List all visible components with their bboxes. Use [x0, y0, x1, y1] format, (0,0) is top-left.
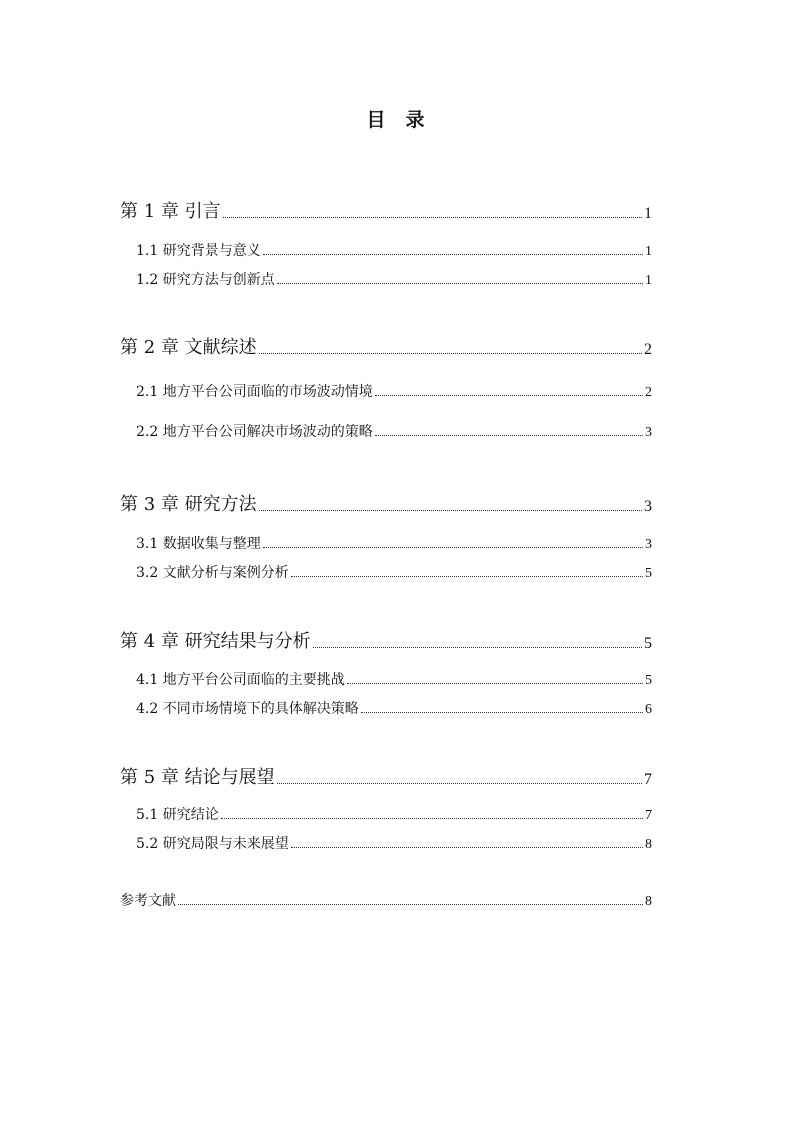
toc-page-number: 1: [645, 244, 652, 259]
title-char-2: 录: [405, 109, 427, 131]
toc-page-number: 1: [645, 273, 652, 288]
toc-label: 第 3 章 研究方法: [120, 494, 257, 515]
toc-section-4-2[interactable]: [0, 698, 793, 718]
page-title: [0, 105, 793, 132]
toc-label: 第 4 章 研究结果与分析: [120, 631, 311, 652]
dot-leader: [277, 783, 642, 784]
toc-label: 4.1 地方平台公司面临的主要挑战: [136, 672, 345, 688]
dot-leader: [291, 576, 643, 577]
toc-label: 2.2 地方平台公司解决市场波动的策略: [136, 424, 373, 440]
dot-leader: [361, 712, 643, 713]
dot-leader: [263, 254, 643, 255]
toc-page-number: 7: [645, 808, 652, 823]
dot-leader: [375, 435, 643, 436]
toc-chapter-1[interactable]: [0, 197, 793, 223]
toc-section-4-1[interactable]: [0, 669, 793, 689]
toc-chapter-3[interactable]: [0, 490, 793, 516]
toc-label: 3.1 数据收集与整理: [136, 536, 261, 552]
toc-section-3-1[interactable]: [0, 533, 793, 553]
toc-label: 1.1 研究背景与意义: [136, 243, 261, 259]
dot-leader: [259, 510, 642, 511]
toc-section-1-2[interactable]: [0, 269, 793, 289]
toc-page-number: 5: [645, 566, 652, 581]
toc-section-2-1[interactable]: [0, 381, 793, 401]
toc-chapter-4[interactable]: [0, 627, 793, 653]
dot-leader: [221, 818, 643, 819]
toc-label: 1.2 研究方法与创新点: [136, 272, 275, 288]
toc-label: 5.2 研究局限与未来展望: [136, 836, 289, 852]
toc-section-3-2[interactable]: [0, 562, 793, 582]
dot-leader: [178, 904, 643, 905]
toc-page-number: 3: [644, 498, 652, 515]
dot-leader: [375, 395, 643, 396]
toc-page-number: 7: [644, 771, 652, 788]
dot-leader: [347, 683, 643, 684]
toc-page-number: 3: [645, 425, 652, 440]
toc-page-number: 2: [644, 341, 652, 358]
toc-label: 2.1 地方平台公司面临的市场波动情境: [136, 384, 373, 400]
dot-leader: [263, 547, 643, 548]
toc-page-number: 6: [645, 702, 652, 717]
toc-page-number: 5: [644, 635, 652, 652]
toc-section-2-2[interactable]: [0, 421, 793, 441]
toc-label: 参考文献: [120, 893, 176, 909]
toc-page-number: 2: [645, 385, 652, 400]
toc-page-number: 8: [645, 894, 652, 909]
dot-leader: [259, 353, 642, 354]
toc-section-5-2[interactable]: [0, 833, 793, 853]
toc-chapter-2[interactable]: [0, 333, 793, 359]
toc-label: 第 2 章 文献综述: [120, 337, 257, 358]
dot-leader: [277, 283, 643, 284]
title-char-1: 目: [366, 109, 388, 131]
toc-label: 3.2 文献分析与案例分析: [136, 565, 289, 581]
toc-label: 5.1 研究结论: [136, 807, 219, 823]
dot-leader: [313, 647, 642, 648]
toc-chapter-5[interactable]: [0, 763, 793, 789]
toc-page-number: 1: [644, 205, 652, 222]
toc-label: 第 5 章 结论与展望: [120, 767, 275, 788]
toc-label: 4.2 不同市场情境下的具体解决策略: [136, 701, 359, 717]
toc-section-1-1[interactable]: [0, 240, 793, 260]
toc-page-number: 3: [645, 537, 652, 552]
dot-leader: [223, 217, 642, 218]
toc-page-number: 8: [645, 837, 652, 852]
toc-page-number: 5: [645, 673, 652, 688]
toc-section-5-1[interactable]: [0, 804, 793, 824]
toc-label: 第 1 章 引言: [120, 201, 221, 222]
dot-leader: [291, 847, 643, 848]
toc-references[interactable]: [0, 890, 793, 910]
